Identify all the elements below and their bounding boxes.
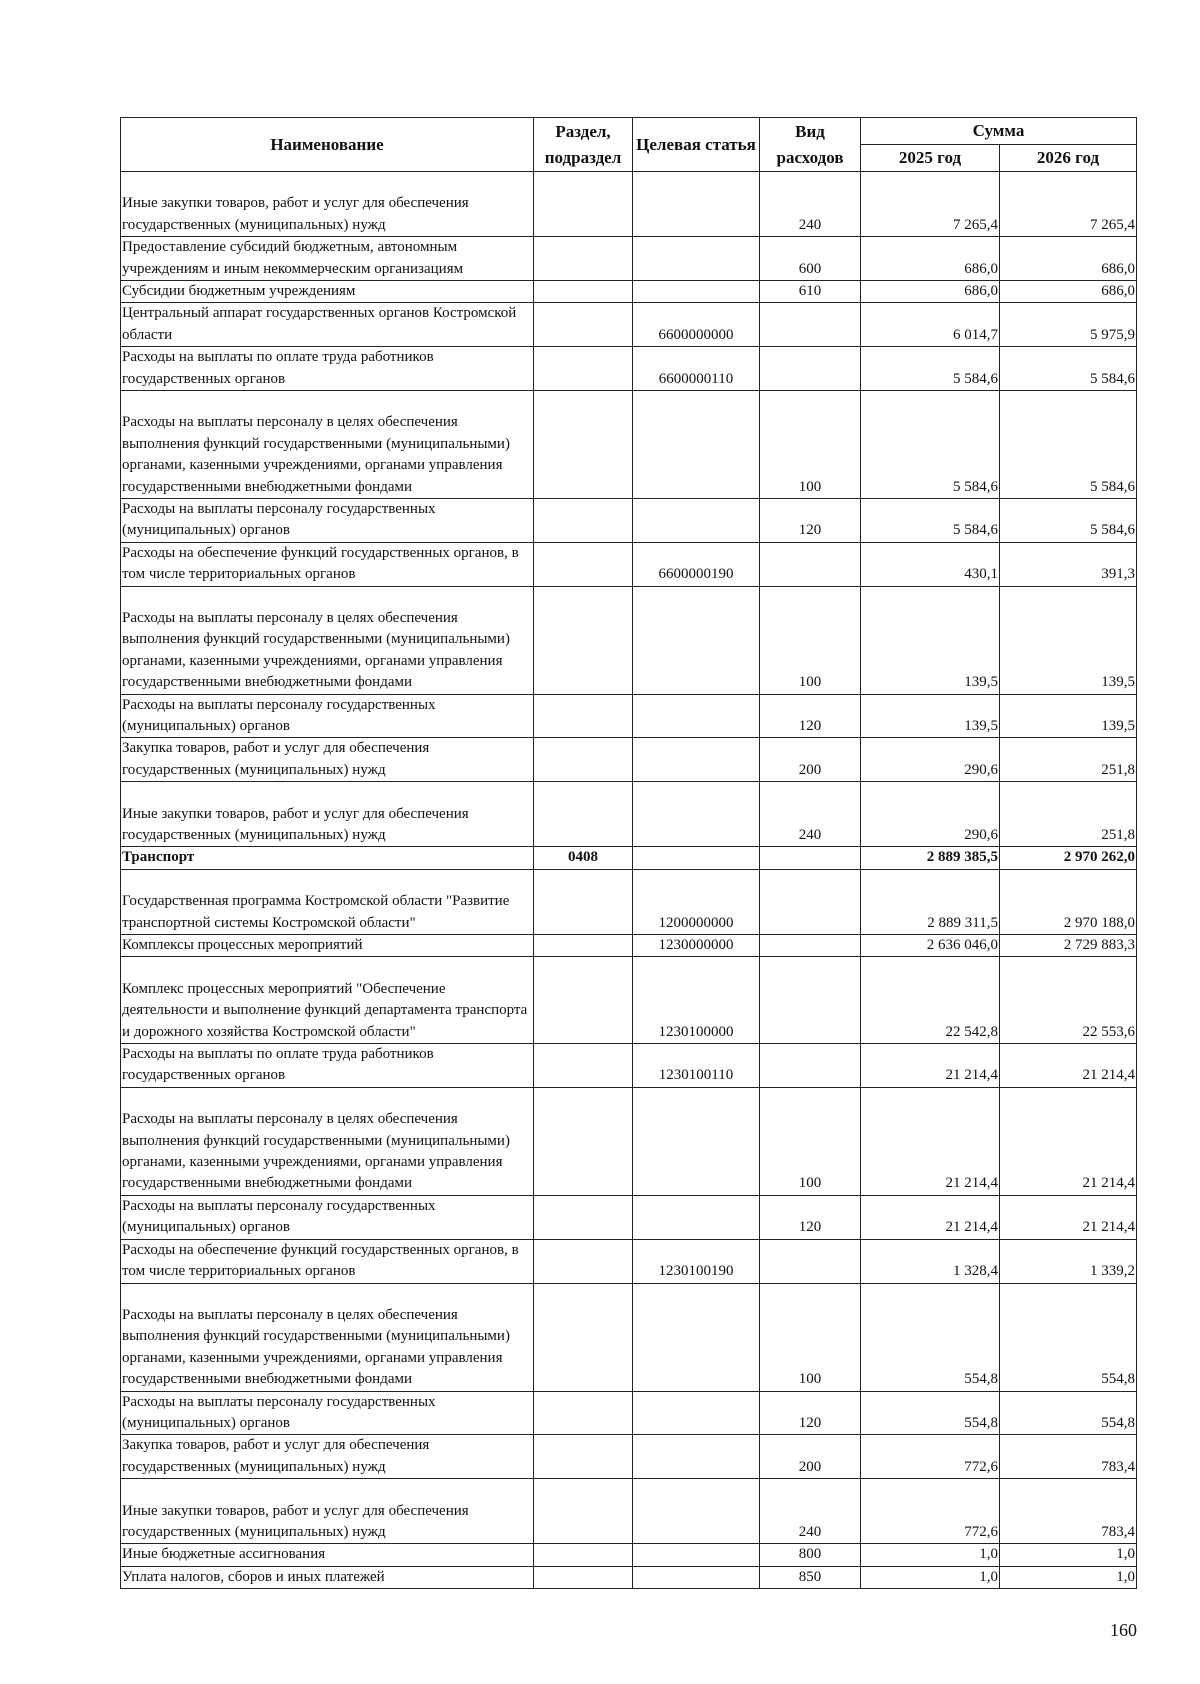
row-value-2025: 2 636 046,0: [861, 935, 1000, 957]
row-name: Государственная программа Костромской области "Развитие транспортной системы Костромской области": [121, 869, 534, 934]
row-value-2025: 5 584,6: [861, 391, 1000, 499]
row-target: 1230100000: [633, 957, 760, 1044]
row-kind: 120: [760, 499, 861, 543]
row-name: Закупка товаров, работ и услуг для обеспечения государственных (муниципальных) нужд: [121, 1435, 534, 1479]
row-value-2025: 686,0: [861, 237, 1000, 281]
table-row: [121, 957, 1137, 1044]
table-row: [121, 172, 1137, 237]
row-value-2026: 139,5: [1000, 586, 1137, 694]
table-row: [121, 1044, 1137, 1088]
row-value-2026: 554,8: [1000, 1391, 1137, 1435]
row-target: [633, 738, 760, 782]
row-value-2026: 251,8: [1000, 782, 1137, 847]
row-value-2026: 2 729 883,3: [1000, 935, 1137, 957]
row-name: Расходы на выплаты персоналу государственных (муниципальных) органов: [121, 694, 534, 738]
row-section: [534, 1195, 633, 1239]
row-value-2026: 2 970 262,0: [1000, 847, 1137, 869]
row-value-2026: 686,0: [1000, 237, 1137, 281]
row-name: Транспорт: [121, 847, 534, 869]
row-kind: [760, 303, 861, 347]
row-kind: 100: [760, 1283, 861, 1391]
row-kind: [760, 1239, 861, 1283]
table-row: [121, 1195, 1137, 1239]
row-value-2026: 7 265,4: [1000, 172, 1137, 237]
row-section: [534, 281, 633, 303]
row-target: 6600000000: [633, 303, 760, 347]
table-row: [121, 1479, 1137, 1544]
row-value-2025: 2 889 311,5: [861, 869, 1000, 934]
row-name: Иные бюджетные ассигнования: [121, 1544, 534, 1566]
row-section: [534, 237, 633, 281]
row-kind: 120: [760, 1391, 861, 1435]
row-value-2026: 2 970 188,0: [1000, 869, 1137, 934]
row-name: Иные закупки товаров, работ и услуг для обеспечения государственных (муниципальных) нужд: [121, 1479, 534, 1544]
row-name: Расходы на обеспечение функций государственных органов, в том числе территориальных органов: [121, 542, 534, 586]
row-kind: 100: [760, 586, 861, 694]
row-section: [534, 957, 633, 1044]
row-section: [534, 542, 633, 586]
row-target: [633, 172, 760, 237]
row-value-2026: 21 214,4: [1000, 1195, 1137, 1239]
row-name: Уплата налогов, сборов и иных платежей: [121, 1566, 534, 1588]
row-value-2025: 1,0: [861, 1566, 1000, 1588]
row-kind: [760, 957, 861, 1044]
row-value-2025: 7 265,4: [861, 172, 1000, 237]
row-value-2026: 686,0: [1000, 281, 1137, 303]
row-name: Расходы на выплаты по оплате труда работников государственных органов: [121, 347, 534, 391]
row-value-2025: 139,5: [861, 586, 1000, 694]
row-target: 1230100190: [633, 1239, 760, 1283]
row-kind: [760, 542, 861, 586]
row-kind: 600: [760, 237, 861, 281]
page-number: 160: [1110, 1620, 1137, 1640]
row-value-2025: 686,0: [861, 281, 1000, 303]
row-value-2025: 139,5: [861, 694, 1000, 738]
header-name: Наименование: [121, 118, 534, 172]
row-value-2025: 430,1: [861, 542, 1000, 586]
row-value-2025: 772,6: [861, 1435, 1000, 1479]
row-name: Закупка товаров, работ и услуг для обеспечения государственных (муниципальных) нужд: [121, 738, 534, 782]
row-target: [633, 782, 760, 847]
row-section: [534, 1435, 633, 1479]
row-name: Расходы на выплаты персоналу в целях обеспечения выполнения функций государственными (муниципальными) органами, казенными учреждениями, органами управления государственными внебюджетными фондами: [121, 1283, 534, 1391]
row-value-2026: 1,0: [1000, 1544, 1137, 1566]
row-value-2026: 22 553,6: [1000, 957, 1137, 1044]
row-name: Иные закупки товаров, работ и услуг для обеспечения государственных (муниципальных) нужд: [121, 782, 534, 847]
row-target: [633, 391, 760, 499]
row-target: 1230100110: [633, 1044, 760, 1088]
row-kind: 240: [760, 172, 861, 237]
row-kind: 120: [760, 1195, 861, 1239]
row-value-2026: 5 584,6: [1000, 391, 1137, 499]
row-value-2025: 6 014,7: [861, 303, 1000, 347]
row-value-2026: 251,8: [1000, 738, 1137, 782]
table-body: [121, 172, 1137, 1589]
row-value-2025: 290,6: [861, 738, 1000, 782]
row-kind: 200: [760, 738, 861, 782]
row-target: [633, 1479, 760, 1544]
row-kind: 610: [760, 281, 861, 303]
row-section: [534, 303, 633, 347]
row-kind: [760, 1044, 861, 1088]
row-value-2026: 21 214,4: [1000, 1087, 1137, 1195]
row-target: [633, 1391, 760, 1435]
row-kind: 850: [760, 1566, 861, 1588]
row-value-2026: 554,8: [1000, 1283, 1137, 1391]
table-row: [121, 1544, 1137, 1566]
row-section: [534, 499, 633, 543]
row-target: 1230000000: [633, 935, 760, 957]
row-value-2025: 2 889 385,5: [861, 847, 1000, 869]
row-target: [633, 237, 760, 281]
table-row: [121, 1566, 1137, 1588]
row-target: [633, 1435, 760, 1479]
row-section: [534, 694, 633, 738]
row-target: [633, 1087, 760, 1195]
row-section: [534, 1566, 633, 1588]
table-row: [121, 237, 1137, 281]
row-name: Расходы на обеспечение функций государственных органов, в том числе территориальных органов: [121, 1239, 534, 1283]
table-row: [121, 935, 1137, 957]
row-section: [534, 1044, 633, 1088]
header-sum: Сумма: [861, 118, 1137, 145]
table-row: [121, 1391, 1137, 1435]
row-name: Расходы на выплаты персоналу государственных (муниципальных) органов: [121, 499, 534, 543]
table-row: [121, 1239, 1137, 1283]
row-value-2026: 783,4: [1000, 1435, 1137, 1479]
row-value-2025: 1 328,4: [861, 1239, 1000, 1283]
table-row: [121, 782, 1137, 847]
table-row: [121, 1283, 1137, 1391]
row-kind: 100: [760, 391, 861, 499]
row-name: Предоставление субсидий бюджетным, автономным учреждениям и иным некоммерческим организациям: [121, 237, 534, 281]
table-row: [121, 847, 1137, 869]
row-value-2026: 391,3: [1000, 542, 1137, 586]
row-target: [633, 586, 760, 694]
table-row: [121, 303, 1137, 347]
row-value-2025: 5 584,6: [861, 499, 1000, 543]
row-target: [633, 281, 760, 303]
row-value-2025: 290,6: [861, 782, 1000, 847]
row-target: 6600000110: [633, 347, 760, 391]
row-target: [633, 1283, 760, 1391]
row-value-2025: 554,8: [861, 1283, 1000, 1391]
row-target: [633, 499, 760, 543]
table-row: [121, 542, 1137, 586]
row-name: Расходы на выплаты персоналу в целях обеспечения выполнения функций государственными (муниципальными) органами, казенными учреждениями, органами управления государственными внебюджетными фондами: [121, 586, 534, 694]
row-value-2026: 1,0: [1000, 1566, 1137, 1588]
row-value-2025: 554,8: [861, 1391, 1000, 1435]
table-row: [121, 1087, 1137, 1195]
row-value-2026: 139,5: [1000, 694, 1137, 738]
row-kind: 800: [760, 1544, 861, 1566]
row-value-2026: 5 584,6: [1000, 499, 1137, 543]
row-kind: 100: [760, 1087, 861, 1195]
table-row: [121, 499, 1137, 543]
row-name: Комплексы процессных мероприятий: [121, 935, 534, 957]
row-value-2025: 772,6: [861, 1479, 1000, 1544]
row-name: Расходы на выплаты по оплате труда работников государственных органов: [121, 1044, 534, 1088]
table-row: [121, 347, 1137, 391]
table-row: [121, 738, 1137, 782]
row-section: [534, 782, 633, 847]
budget-table: [120, 117, 1137, 1589]
row-target: [633, 1544, 760, 1566]
row-name: Иные закупки товаров, работ и услуг для обеспечения государственных (муниципальных) нужд: [121, 172, 534, 237]
table-row: [121, 869, 1137, 934]
table-row: [121, 1435, 1137, 1479]
row-kind: [760, 347, 861, 391]
row-kind: [760, 847, 861, 869]
row-value-2025: 5 584,6: [861, 347, 1000, 391]
header-section: Раздел, подраздел: [534, 118, 633, 172]
row-value-2025: 22 542,8: [861, 957, 1000, 1044]
row-section: [534, 1283, 633, 1391]
table-row: [121, 281, 1137, 303]
table-row: [121, 586, 1137, 694]
row-section: [534, 172, 633, 237]
row-name: Комплекс процессных мероприятий "Обеспечение деятельности и выполнение функций департамента транспорта и дорожного хозяйства Костромской области": [121, 957, 534, 1044]
row-name: Субсидии бюджетным учреждениям: [121, 281, 534, 303]
table-row: [121, 391, 1137, 499]
row-section: [534, 586, 633, 694]
row-value-2025: 21 214,4: [861, 1044, 1000, 1088]
row-name: Расходы на выплаты персоналу государственных (муниципальных) органов: [121, 1195, 534, 1239]
row-section: [534, 391, 633, 499]
row-target: [633, 1566, 760, 1588]
row-section: 0408: [534, 847, 633, 869]
header-kind: Вид расходов: [760, 118, 861, 172]
row-target: 1200000000: [633, 869, 760, 934]
row-section: [534, 347, 633, 391]
header-year-2026: 2026 год: [1000, 145, 1137, 172]
row-target: [633, 694, 760, 738]
row-target: 6600000190: [633, 542, 760, 586]
row-value-2025: 1,0: [861, 1544, 1000, 1566]
row-value-2025: 21 214,4: [861, 1087, 1000, 1195]
row-section: [534, 869, 633, 934]
row-section: [534, 1391, 633, 1435]
row-section: [534, 1544, 633, 1566]
row-target: [633, 847, 760, 869]
table-row: [121, 694, 1137, 738]
row-kind: 240: [760, 1479, 861, 1544]
row-target: [633, 1195, 760, 1239]
table-header: [121, 118, 1137, 172]
row-value-2026: 21 214,4: [1000, 1044, 1137, 1088]
header-year-2025: 2025 год: [861, 145, 1000, 172]
row-kind: 120: [760, 694, 861, 738]
row-section: [534, 738, 633, 782]
row-name: Центральный аппарат государственных органов Костромской области: [121, 303, 534, 347]
row-value-2026: 5 975,9: [1000, 303, 1137, 347]
row-value-2025: 21 214,4: [861, 1195, 1000, 1239]
row-kind: [760, 869, 861, 934]
row-kind: 240: [760, 782, 861, 847]
row-section: [534, 935, 633, 957]
row-name: Расходы на выплаты персоналу в целях обеспечения выполнения функций государственными (муниципальными) органами, казенными учреждениями, органами управления государственными внебюджетными фондами: [121, 1087, 534, 1195]
header-target: Целевая статья: [633, 118, 760, 172]
row-value-2026: 1 339,2: [1000, 1239, 1137, 1283]
row-value-2026: 783,4: [1000, 1479, 1137, 1544]
row-kind: [760, 935, 861, 957]
row-kind: 200: [760, 1435, 861, 1479]
row-name: Расходы на выплаты персоналу государственных (муниципальных) органов: [121, 1391, 534, 1435]
row-section: [534, 1239, 633, 1283]
row-value-2026: 5 584,6: [1000, 347, 1137, 391]
row-name: Расходы на выплаты персоналу в целях обеспечения выполнения функций государственными (муниципальными) органами, казенными учреждениями, органами управления государственными внебюджетными фондами: [121, 391, 534, 499]
row-section: [534, 1087, 633, 1195]
row-section: [534, 1479, 633, 1544]
